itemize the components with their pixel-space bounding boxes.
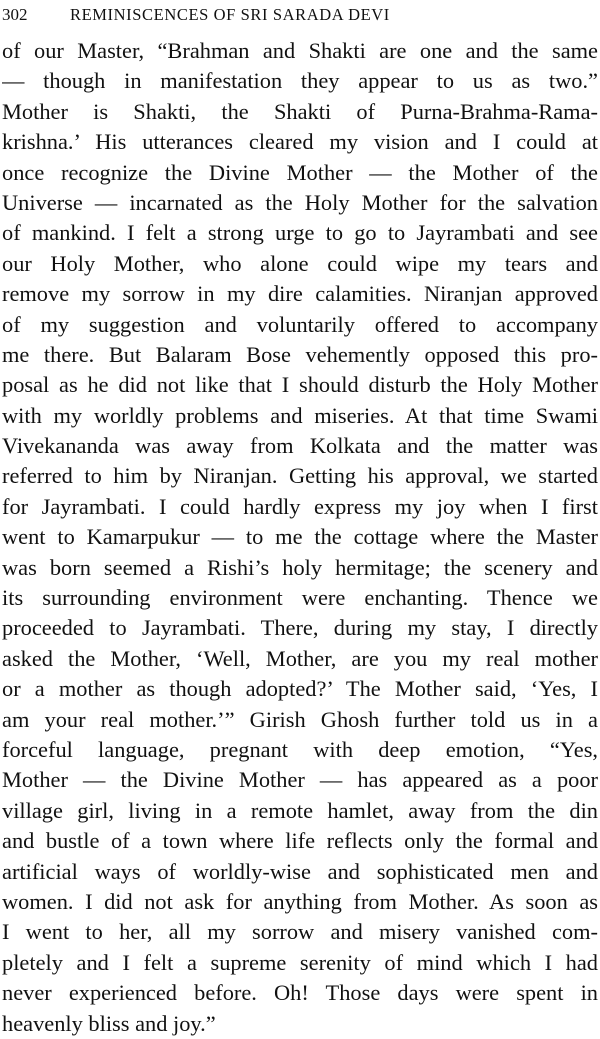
text-line: our Holy Mother, who alone could wipe my tears and xyxy=(2,250,598,276)
text-line: or a mother as though adopted?’ The Mother said, ‘Yes, I xyxy=(2,676,598,702)
text-line: Vivekananda was away from Kolkata and the matter was xyxy=(2,433,598,459)
running-header xyxy=(2,3,598,27)
text-line: once recognize the Divine Mother — the Mother of the xyxy=(2,159,598,185)
text-line: of mankind. I felt a strong urge to go to Jayrambati and see xyxy=(2,220,598,246)
text-line: heavenly bliss and joy.” xyxy=(2,1010,216,1036)
page-number: 302 xyxy=(2,5,28,24)
text-line: was born seemed a Rishi’s holy hermitage; the scenery and xyxy=(2,554,598,580)
text-line: never experienced before. Oh! Those days were spent in xyxy=(2,980,598,1006)
text-line: of our Master, “Brahman and Shakti are one and the same xyxy=(2,38,598,63)
body-text xyxy=(2,36,598,1039)
text-line: pletely and I felt a supreme serenity of mind which I had xyxy=(2,949,598,975)
text-line: remove my sorrow in my dire calamities. Niranjan approved xyxy=(2,281,598,307)
text-line: Universe — incarnated as the Holy Mother for the salvation xyxy=(2,189,598,215)
text-line: asked the Mother, ‘Well, Mother, are you my real mother xyxy=(2,645,598,671)
text-line: its surrounding environment were enchanting. Thence we xyxy=(2,585,598,611)
text-line: proceeded to Jayrambati. There, during my stay, I directly xyxy=(2,615,598,641)
text-line: me there. But Balaram Bose vehemently opposed this pro- xyxy=(2,341,598,367)
text-line: forceful language, pregnant with deep emotion, “Yes, xyxy=(2,736,598,762)
text-line: of my suggestion and voluntarily offered to accompany xyxy=(2,311,598,337)
text-line: Mother — the Divine Mother — has appeared as a poor xyxy=(2,767,598,793)
text-line: village girl, living in a remote hamlet, away from the din xyxy=(2,797,598,823)
text-line: and bustle of a town where life reflects only the formal and xyxy=(2,828,598,854)
text-line: Mother is Shakti, the Shakti of Purna-Brahma-Rama- xyxy=(2,98,598,124)
text-line: went to Kamarpukur — to me the cottage where the Master xyxy=(2,524,598,550)
text-line: artificial ways of worldly-wise and sophisticated men and xyxy=(2,858,598,884)
text-line: women. I did not ask for anything from Mother. As soon as xyxy=(2,888,598,914)
text-line: am your real mother.’” Girish Ghosh further told us in a xyxy=(2,706,598,732)
text-line: posal as he did not like that I should disturb the Holy Mother xyxy=(2,372,598,398)
text-line: I went to her, all my sorrow and misery vanished com- xyxy=(2,919,598,945)
text-line: referred to him by Niranjan. Getting his approval, we started xyxy=(2,463,598,489)
book-title: REMINISCENCES OF SRI SARADA DEVI xyxy=(70,5,390,24)
text-line: for Jayrambati. I could hardly express my joy when I first xyxy=(2,493,598,519)
text-line: with my worldly problems and miseries. At that time Swami xyxy=(2,402,598,428)
text-line: — though in manifestation they appear to us as two.” xyxy=(2,68,598,94)
text-line: krishna.’ His utterances cleared my vision and I could at xyxy=(2,129,598,155)
